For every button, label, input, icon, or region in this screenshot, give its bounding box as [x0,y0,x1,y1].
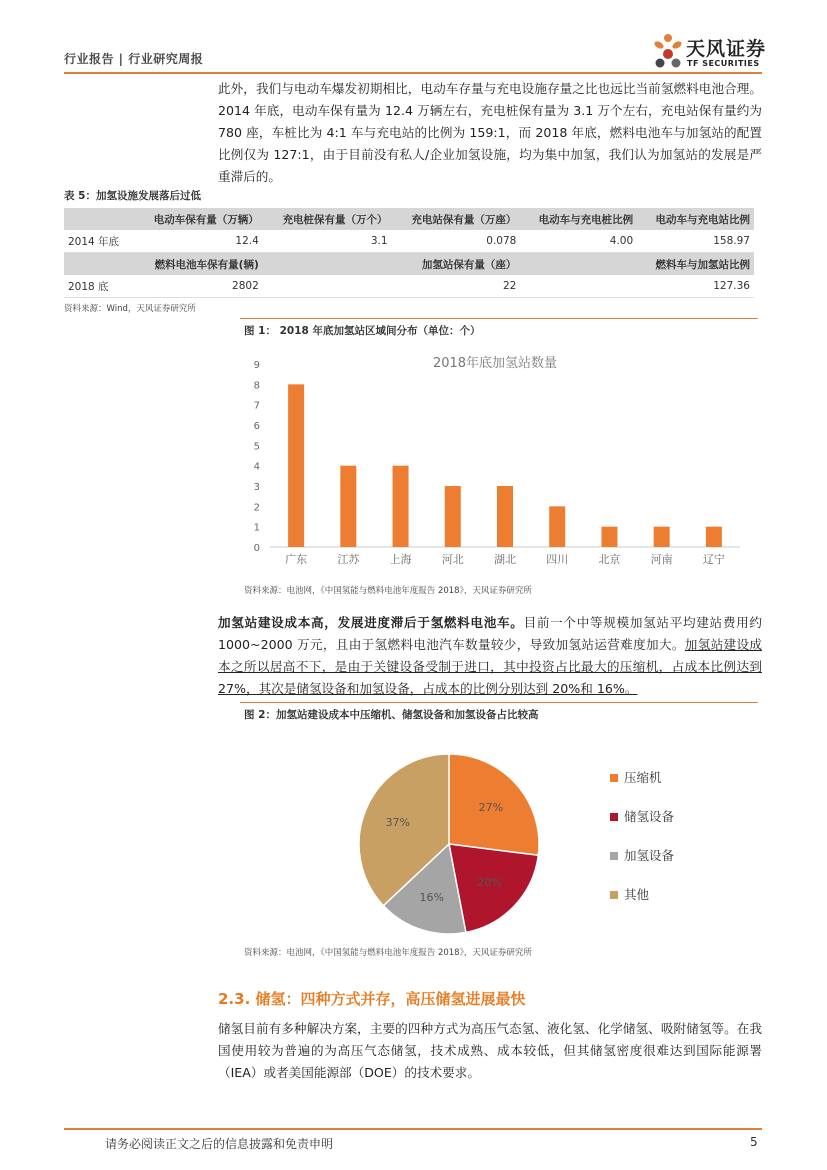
chart-title: 2018年底加氢站数量 [432,356,558,371]
table-header-cell: 电动车保有量（万辆） [134,208,263,230]
table-header-cell [64,253,134,276]
legend-item [610,768,730,786]
para2-bold: 加氢站建设成本高，发展进度滞后于氢燃料电池车。 [218,615,524,630]
bar [706,527,722,547]
x-tick-label: 江苏 [337,553,360,566]
y-tick-label: 9 [253,360,260,371]
y-tick-label: 2 [253,502,260,514]
pie-value-label: 37% [385,815,411,829]
bar [654,527,670,547]
table-cell: 158.97 [637,230,754,253]
table-5 [64,208,754,298]
legend-swatch [610,852,618,860]
table-header-cell: 充电桩保有量（万个） [263,208,392,230]
pie-value-label: 27% [478,801,504,815]
table-cell: 2014 年底 [64,230,134,253]
company-logo-icon [650,32,686,72]
table-header-cell: 电动车与充电桩比例 [520,208,637,230]
x-tick-label: 河北 [441,553,464,566]
y-tick-label: 0 [253,543,260,554]
figure2-source: 资料来源：电池网，《中国氢能与燃料电池年度报告 2018》，天风证券研究所 [244,948,532,958]
pie-value-label: 20% [477,876,502,890]
pie-value-label: 16% [419,891,444,905]
table-cell: 12.4 [134,230,263,253]
table-cell: 22 [392,275,521,298]
x-tick-label: 北京 [598,553,621,566]
table-header-cell: 电动车与充电站比例 [637,208,754,230]
y-tick-label: 4 [253,461,260,473]
page-number: 5 [750,1135,758,1149]
bar [445,486,461,547]
y-tick-label: 1 [253,522,260,534]
bar-chart [240,342,758,577]
table-cell: 2802 [134,275,263,298]
table-header-row [64,253,754,276]
table-header-cell: 燃料车与加氢站比例 [637,253,754,276]
x-tick-label: 上海 [389,553,412,566]
table-cell: 3.1 [263,230,392,253]
figure2-caption: 图 2：加氢站建设成本中压缩机、储氢设备和加氢设备占比较高 [244,709,539,721]
figure1-source: 资料来源：电池网，《中国氢能与燃料电池年度报告 2018》，天风证券研究所 [244,586,532,596]
footer-divider [64,1128,762,1130]
para2-underlined: 加氢站建设成本之所以居高不下，是由于关键设备受制于进口，其中投资占比最大的压缩机，占成本比例达到 27%，其次是储氢设备和加氢设备，占成本的比例分别达到 20%和 16%。 [218,637,763,696]
intro-paragraph: 此外，我们与电动车爆发初期相比，电动车存量与充电设施存量之比也远比当前氢燃料电池合理。2014 年底，电动车保有量为 12.4 万辆左右，充电桩保有量为 3.1 万个左右，充电站保有量约为 780 座，车桩比为 4:1 车与充电站的比例为 159:1，而 2018 年底，燃料电池车与加氢站的配置比例仅为 127:1，由于目前没有私人/企业加氢设施，均为集中加氢，我们认为加氢站的发展是严重滞后的。 [218,81,762,184]
paragraph-3: 储氢目前有多种解决方案，主要的四种方式为高压气态氢、液化氢、化学储氢、吸附储氢等。在我国使用较为普遍的为高压气态储氢，技术成熟、成本较低，但其储氢密度很难达到国际能源署（IEA）或者美国能源部（DOE）的技术要求。 [218,1021,762,1080]
bar [340,466,356,547]
y-tick-label: 7 [253,400,260,412]
table-row [64,275,754,298]
section-title: 2.3. 储氢：四种方式并存，高压储氢进展最快 [218,990,526,1008]
x-tick-label: 河南 [650,553,673,566]
table-header-cell: 燃料电池车保有量(辆) [134,253,263,276]
bar [549,506,565,547]
y-tick-label: 3 [253,482,260,493]
legend-swatch [610,774,618,782]
table-cell: 2018 底 [64,275,134,298]
bar [393,466,409,547]
legend-item [610,885,730,903]
legend-label: 其他 [624,887,650,902]
table-header-cell: 充电站保有量（万座） [392,208,521,230]
paragraph-2 [218,612,762,700]
legend-swatch [610,813,618,821]
bar [601,527,617,547]
table-row [64,230,754,253]
legend-item [610,846,730,864]
figure1-caption: 图 1： 2018 年底加氢站区域间分布（单位：个） [244,325,481,337]
x-tick-label: 广东 [285,553,308,566]
table-header-cell: 加氢站保有量（座） [392,253,521,276]
table-header-cell [64,208,134,230]
y-tick-label: 8 [253,380,260,392]
table-cell: 4.00 [520,230,637,253]
para2-text: 目前一个中等规模加氢站平均建站费用约 1000~2000 万元，且由于氢燃料电池汽车数量较少，导致加氢站运营难度加大。 [218,615,763,652]
logo-text: 天风证券 [686,38,767,60]
logo-text-en: TF SECURITIES [687,59,760,68]
table-cell: 0.078 [392,230,521,253]
legend-swatch [610,891,618,899]
bar [497,486,513,547]
pie-legend [610,768,730,924]
x-tick-label: 湖北 [494,553,516,566]
footer-disclaimer: 请务必阅读正文之后的信息披露和免责申明 [105,1137,334,1151]
legend-label: 储氢设备 [624,809,675,824]
y-tick-label: 5 [253,441,260,453]
legend-label: 压缩机 [624,770,662,785]
legend-item [610,807,730,825]
pie-chart [350,745,550,945]
report-category: 行业报告 | 行业研究周报 [64,52,204,66]
legend-label: 加氢设备 [624,848,675,863]
y-tick-label: 6 [253,421,260,432]
table-header-row [64,208,754,230]
x-tick-label: 四川 [546,553,569,566]
table-caption: 表 5：加氢设施发展落后过低 [64,190,201,202]
table-cell: 127.36 [637,275,754,298]
header-divider [64,72,762,74]
bar [288,384,304,547]
x-tick-label: 辽宁 [702,553,725,566]
table-source: 资料来源：Wind，天风证券研究所 [64,304,196,314]
